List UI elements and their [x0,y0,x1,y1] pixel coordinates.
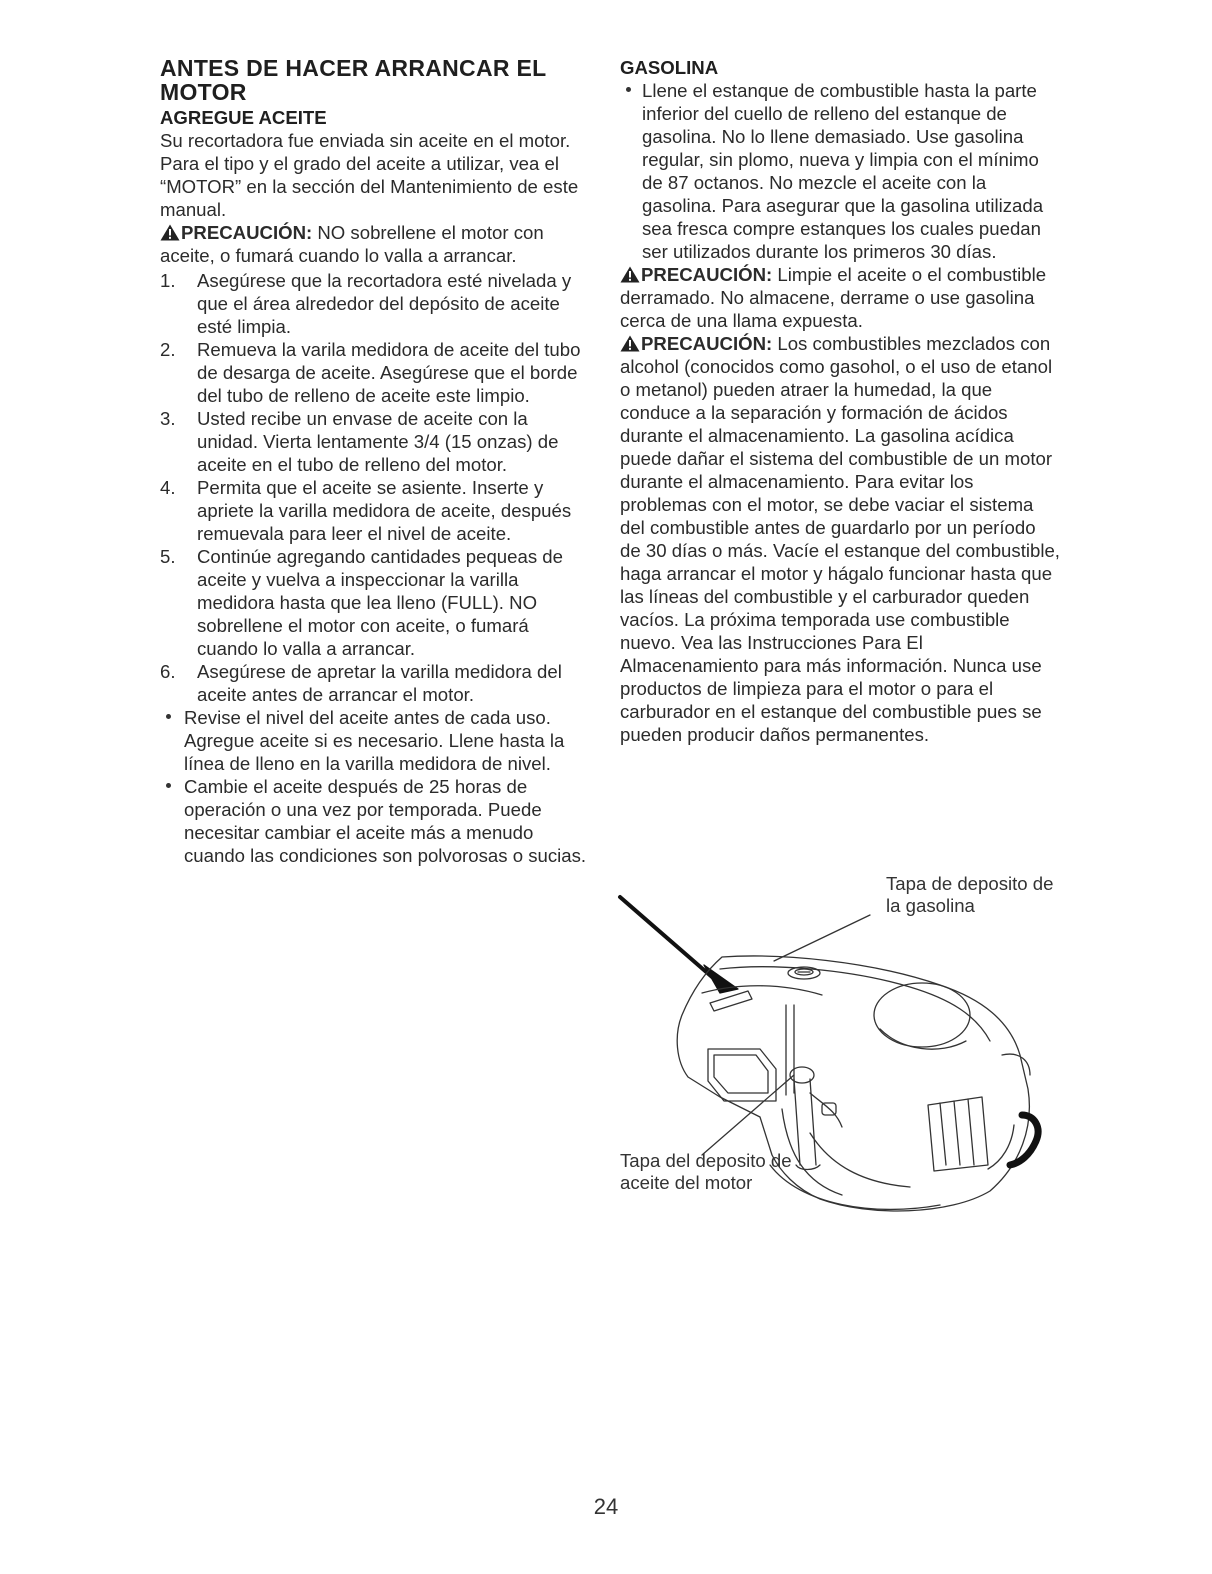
caution-label: PRECAUCIÓN: [181,222,313,243]
list-item [160,269,590,338]
list-item: Cambie el aceite después de 25 horas de operación o una vez por temporada. Puede necesitar cambiar el aceite más a menudo cuando las condiciones son polvorosas o sucias. [160,775,590,867]
step-number: 2. [160,339,176,360]
list-item: Revise el nivel del aceite antes de cada uso. Agregue aceite si es necesario. Llene hasta la línea de lleno en la varilla medidora de nivel. [160,706,590,775]
left-column [160,56,590,867]
page-number: 24 [593,1494,619,1519]
warning-triangle-icon [160,224,180,241]
add-oil-steps [160,269,590,706]
step-text: Permita que el aceite se asiente. Inserte y apriete la varilla medidora de aceite, después remuevala para leer el nivel de aceite. [197,477,572,544]
warning-triangle-icon [620,266,640,283]
step-number: 1. [160,270,176,291]
step-number: 5. [160,546,176,567]
caution-label: PRECAUCIÓN: [641,333,773,354]
callout-gas-cap: Tapa de deposito de la gasolina [886,873,1054,916]
section-title-gasoline: GASOLINA [620,57,719,78]
list-item [160,338,590,407]
step-number: 4. [160,477,176,498]
gasoline-bullets [620,79,1060,263]
caution-text: Los combustibles mezclados con alcohol (conocidos como gasohol, o el uso de etanol o metanol) pueden atraer la humedad, la que conduce a la separación y formación de ácidos durante el almacenamiento. La gasolina acídica puede dañar el sistema del combustible de un motor durante el almacenamiento. Para evitar los problemas con el motor, se debe vaciar el sistema del combustible antes de guardarlo por un período de 30 días o más. Vacíe el estanque del combustible, haga arrancar el motor y hágalo funcionar hasta que las líneas del combustible y el carburador queden vacíos. La próxima temporada use combustible nuevo. Vea las Instrucciones Para El Almacenamiento para más información. Nunca use productos de limpieza para el motor o para el carburador en el estanque del combustible pues se pueden producir daños permanentes. [620,333,1060,745]
engine-illustration [610,865,1070,1225]
step-text: Continúe agregando cantidades pequeas de aceite y vuelva a inspeccionar la varilla medidora hasta que lea lleno (FULL). NO sobrellene el motor con aceite, o fumará cuando lo valla a arrancar. [197,546,563,659]
section-title-start-engine: ANTES DE HACER ARRANCAR EL MOTOR [160,55,547,105]
right-column [620,56,1060,746]
list-item [160,545,590,660]
caution-text: Limpie el aceite o el combustible derramado. No almacene, derrame o use gasolina cerca de una llama expuesta. [620,264,1047,331]
caution-alcohol-fuels [620,332,1060,746]
caution-spill [620,263,1060,332]
step-text: Usted recibe un envase de aceite con la unidad. Vierta lentamente 3/4 (15 onzas) de aceite en el tubo de relleno del motor. [197,408,559,475]
subsection-title-add-oil: AGREGUE ACEITE [160,107,327,128]
caution-label: PRECAUCIÓN: [641,264,773,285]
callout-oil-cap: Tapa del deposito de aceite del motor [620,1150,792,1193]
step-number: 6. [160,661,176,682]
list-item [160,660,590,706]
oil-bullets [160,706,590,867]
step-number: 3. [160,408,176,429]
add-oil-intro: Su recortadora fue enviada sin aceite en el motor. Para el tipo y el grado del aceite a utilizar, vea el “MOTOR” en la sección del Mantenimiento de este manual. [160,130,579,220]
caution-overfill [160,221,590,267]
warning-triangle-icon [620,335,640,352]
list-item: Llene el estanque de combustible hasta la parte inferior del cuello de relleno del estanque de gasolina. No lo llene demasiado. Use gasolina regular, sin plomo, nueva y limpia con el mínimo de 87 octanos. No mezcle el aceite con la gasolina. Para asegurar que la gasolina utilizada sea fresca compre estanques los cuales puedan ser utilizados durante los primeros 30 días. [620,79,1060,263]
caution-text: NO sobrellene el motor con aceite, o fumará cuando lo valla a arrancar. [160,222,544,266]
list-item [160,407,590,476]
list-item [160,476,590,545]
step-text: Remueva la varila medidora de aceite del tubo de desarga de aceite. Asegúrese que el borde del tubo de relleno de aceite este limpio. [197,339,581,406]
step-text: Asegúrese que la recortadora esté nivelada y que el área alrededor del depósito de aceite esté limpia. [197,270,572,337]
step-text: Asegúrese de apretar la varilla medidora del aceite antes de arrancar el motor. [197,661,562,705]
